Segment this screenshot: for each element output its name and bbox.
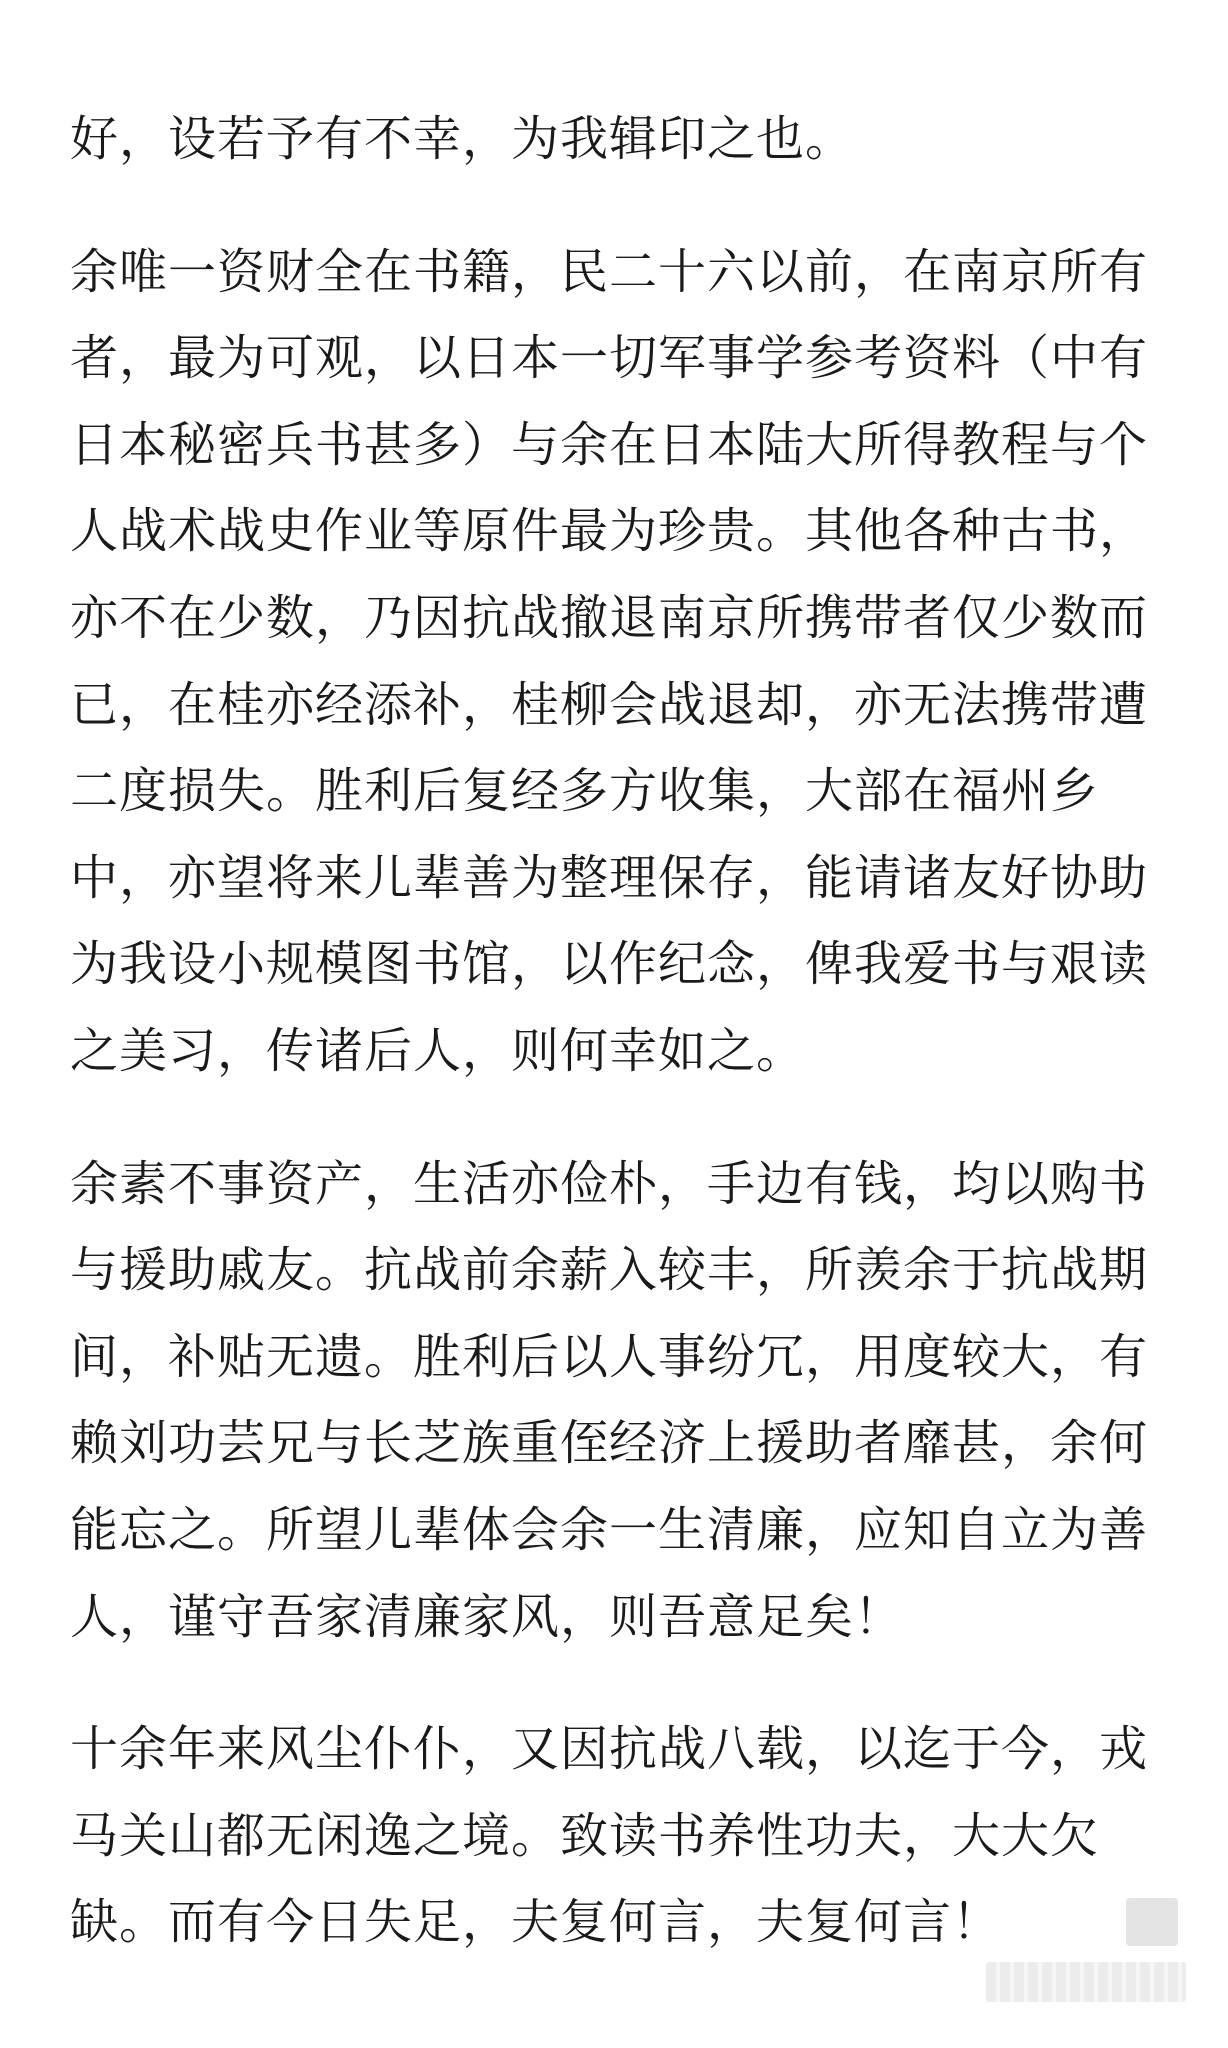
watermark-logo-icon (1126, 1898, 1178, 1946)
paragraph-3 (70, 1141, 1170, 1661)
text-line: 与援助戚友。抗战前余薪入较丰，所羡余于抗战期 (70, 1242, 1149, 1299)
paragraph-2 (70, 229, 1170, 1095)
faint-logo-watermark-icon (956, 1898, 1186, 2008)
text-line: 亦不在少数，乃因抗战撤退南京所携带者仅少数而 (70, 589, 1149, 646)
text-line: 余素不事资产，生活亦俭朴，手边有钱，均以购书 (70, 1155, 1149, 1212)
watermark-bar (986, 1962, 1186, 2002)
text-line: 十余年来风尘仆仆，又因抗战八载，以迄于今，戎 (70, 1721, 1149, 1778)
text-line: 人，谨守吾家清廉家风，则吾意足矣！ (70, 1588, 904, 1645)
text-line: 为我设小规模图书馆，以作纪念，俾我爱书与艰读 (70, 936, 1149, 993)
text-line: 缺。而有今日失足，夫复何言，夫复何言！ (70, 1894, 1002, 1951)
text-line: 赖刘功芸兄与长芝族重侄经济上援助者靡甚，余何 (70, 1415, 1149, 1472)
text-line: 余唯一资财全在书籍，民二十六以前，在南京所有 (70, 243, 1149, 300)
text-line: 已，在桂亦经添补，桂柳会战退却，亦无法携带遭 (70, 676, 1149, 733)
text-line: 马关山都无闲逸之境。致读书养性功夫，大大欠 (70, 1807, 1100, 1864)
text-line: 者，最为可观，以日本一切军事学参考资料（中有 (70, 330, 1149, 387)
text-line: 间，补贴无遗。胜利后以人事纷冗，用度较大，有 (70, 1328, 1149, 1385)
text-line: 人战术战史作业等原件最为珍贵。其他各种古书， (70, 503, 1149, 560)
text-line: 中，亦望将来儿辈善为整理保存，能请诸友好协助 (70, 849, 1149, 906)
paragraph-1 (70, 96, 1170, 183)
article-body (70, 96, 1170, 1966)
text-line: 之美习，传诸后人，则何幸如之。 (70, 1022, 806, 1079)
text-line: 日本秘密兵书甚多）与余在日本陆大所得教程与个 (70, 416, 1149, 473)
text-line: 能忘之。所望儿辈体会余一生清廉，应知自立为善 (70, 1501, 1149, 1558)
text-line: 二度损失。胜利后复经多方收集，大部在福州乡 (70, 763, 1100, 820)
text-line: 好，设若予有不幸，为我辑印之也。 (70, 111, 855, 167)
